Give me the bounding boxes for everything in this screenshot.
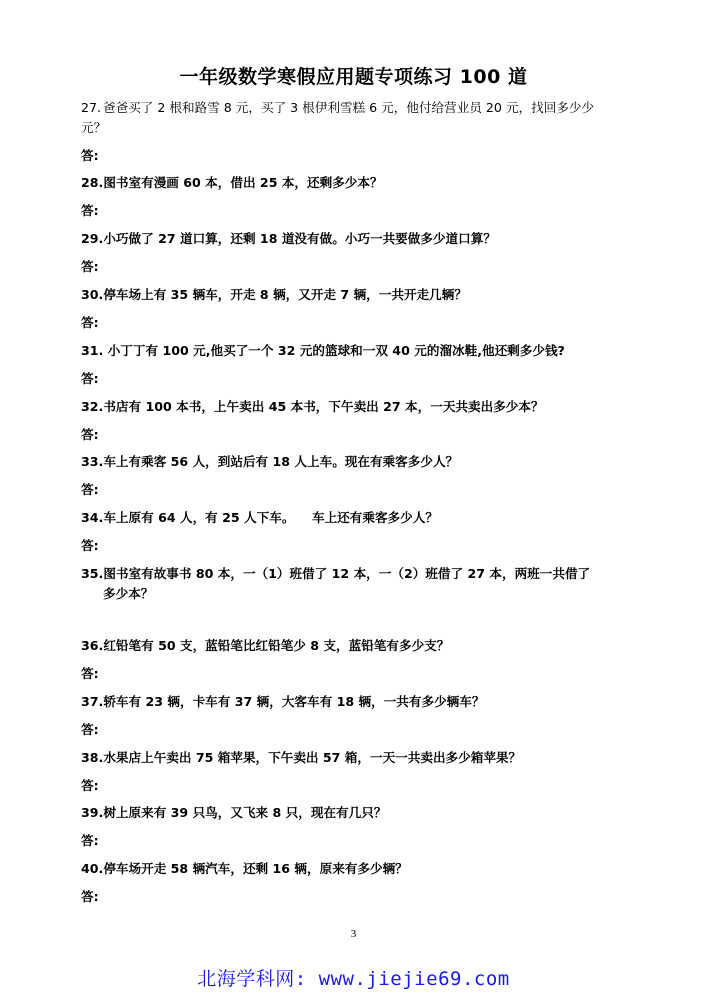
- answer-label-38: 答:: [81, 778, 99, 793]
- question-number: 37.: [81, 694, 104, 709]
- answer-label-40: 答:: [81, 889, 99, 904]
- question-number: 31.: [81, 343, 104, 358]
- answer-label-31: 答:: [81, 371, 99, 386]
- question-text: 停车场开走 58 辆汽车，还剩 16 辆，原来有多少辆？: [103, 861, 408, 876]
- answer-label-27: 答:: [81, 148, 99, 163]
- question-number: 35.: [81, 566, 104, 581]
- answer-label-36: 答:: [81, 666, 99, 681]
- answer-label-39: 答:: [81, 833, 99, 848]
- answer-label-33: 答:: [81, 482, 99, 497]
- question-number: 28.: [81, 175, 104, 190]
- answer-label-28: 答:: [81, 203, 99, 218]
- question-number: 29.: [81, 231, 104, 246]
- question-number: 39.: [81, 805, 104, 820]
- question-text: 爸爸买了 2 根和路雪 8 元，买了 3 根伊利雪糕 6 元，他付给营业员 20 元，找回多少少: [103, 100, 595, 115]
- question-number: 27.: [81, 100, 102, 115]
- question-31: [81, 341, 671, 361]
- answer-label-29: 答:: [81, 259, 99, 274]
- question-text: 轿车有 23 辆，卡车有 37 辆，大客车有 18 辆，一共有多少辆车？: [103, 694, 485, 709]
- question-38: [81, 748, 671, 768]
- answer-label-32: 答:: [81, 427, 99, 442]
- footer-watermark: 北海学科网: www.jiejie69.com: [197, 968, 510, 990]
- page-title: 一年级数学寒假应用题专项练习 100 道: [179, 66, 528, 88]
- question-33: [81, 452, 671, 472]
- question-text-continued: 多少本？: [103, 586, 154, 601]
- question-number: 30.: [81, 287, 104, 302]
- question-number: 33.: [81, 454, 104, 469]
- question-35: [81, 564, 671, 604]
- question-text: 车上有乘客 56 人，到站后有 18 人上车。现在有乘客多少人？: [103, 454, 459, 469]
- question-number: 32.: [81, 399, 104, 414]
- question-number: 34.: [81, 510, 104, 525]
- question-text-continued: 元？: [81, 120, 107, 135]
- question-text: 图书室有故事书 80 本，一（1）班借了 12 本，一（2）班借了 27 本，两班一共借了: [103, 566, 591, 581]
- answer-label-37: 答:: [81, 722, 99, 737]
- question-text: 车上原有 64 人，有 25 人下车。 车上还有乘客多少人？: [103, 510, 438, 525]
- answer-label-30: 答:: [81, 315, 99, 330]
- question-text: 水果店上午卖出 75 箱苹果，下午卖出 57 箱，一天一共卖出多少箱苹果？: [103, 750, 522, 765]
- question-39: [81, 803, 671, 823]
- answer-label-34: 答:: [81, 538, 99, 553]
- question-text: 小丁丁有 100 元,他买了一个 32 元的篮球和一双 40 元的溜冰鞋,他还剩多少钱?: [103, 343, 565, 358]
- question-number: 38.: [81, 750, 104, 765]
- question-text: 图书室有漫画 60 本，借出 25 本，还剩多少本？: [103, 175, 383, 190]
- question-number: 40.: [81, 861, 104, 876]
- question-40: [81, 859, 671, 879]
- question-32: [81, 397, 671, 417]
- question-36: [81, 636, 671, 656]
- question-text: 停车场上有 35 辆车，开走 8 辆，又开走 7 辆，一共开走几辆？: [103, 287, 467, 302]
- question-29: [81, 229, 671, 249]
- question-37: [81, 692, 671, 712]
- question-text: 书店有 100 本书，上午卖出 45 本书，下午卖出 27 本，一天共卖出多少本？: [103, 399, 544, 414]
- question-28: [81, 173, 671, 193]
- page-number: 3: [350, 928, 357, 940]
- question-number: 36.: [81, 638, 104, 653]
- question-text: 红铅笔有 50 支，蓝铅笔比红铅笔少 8 支，蓝铅笔有多少支？: [103, 638, 450, 653]
- question-34: [81, 508, 671, 528]
- question-text: 树上原来有 39 只鸟，又飞来 8 只，现在有几只？: [103, 805, 387, 820]
- question-text: 小巧做了 27 道口算，还剩 18 道没有做。小巧一共要做多少道口算？: [103, 231, 496, 246]
- question-30: [81, 285, 671, 305]
- question-27: [81, 98, 671, 138]
